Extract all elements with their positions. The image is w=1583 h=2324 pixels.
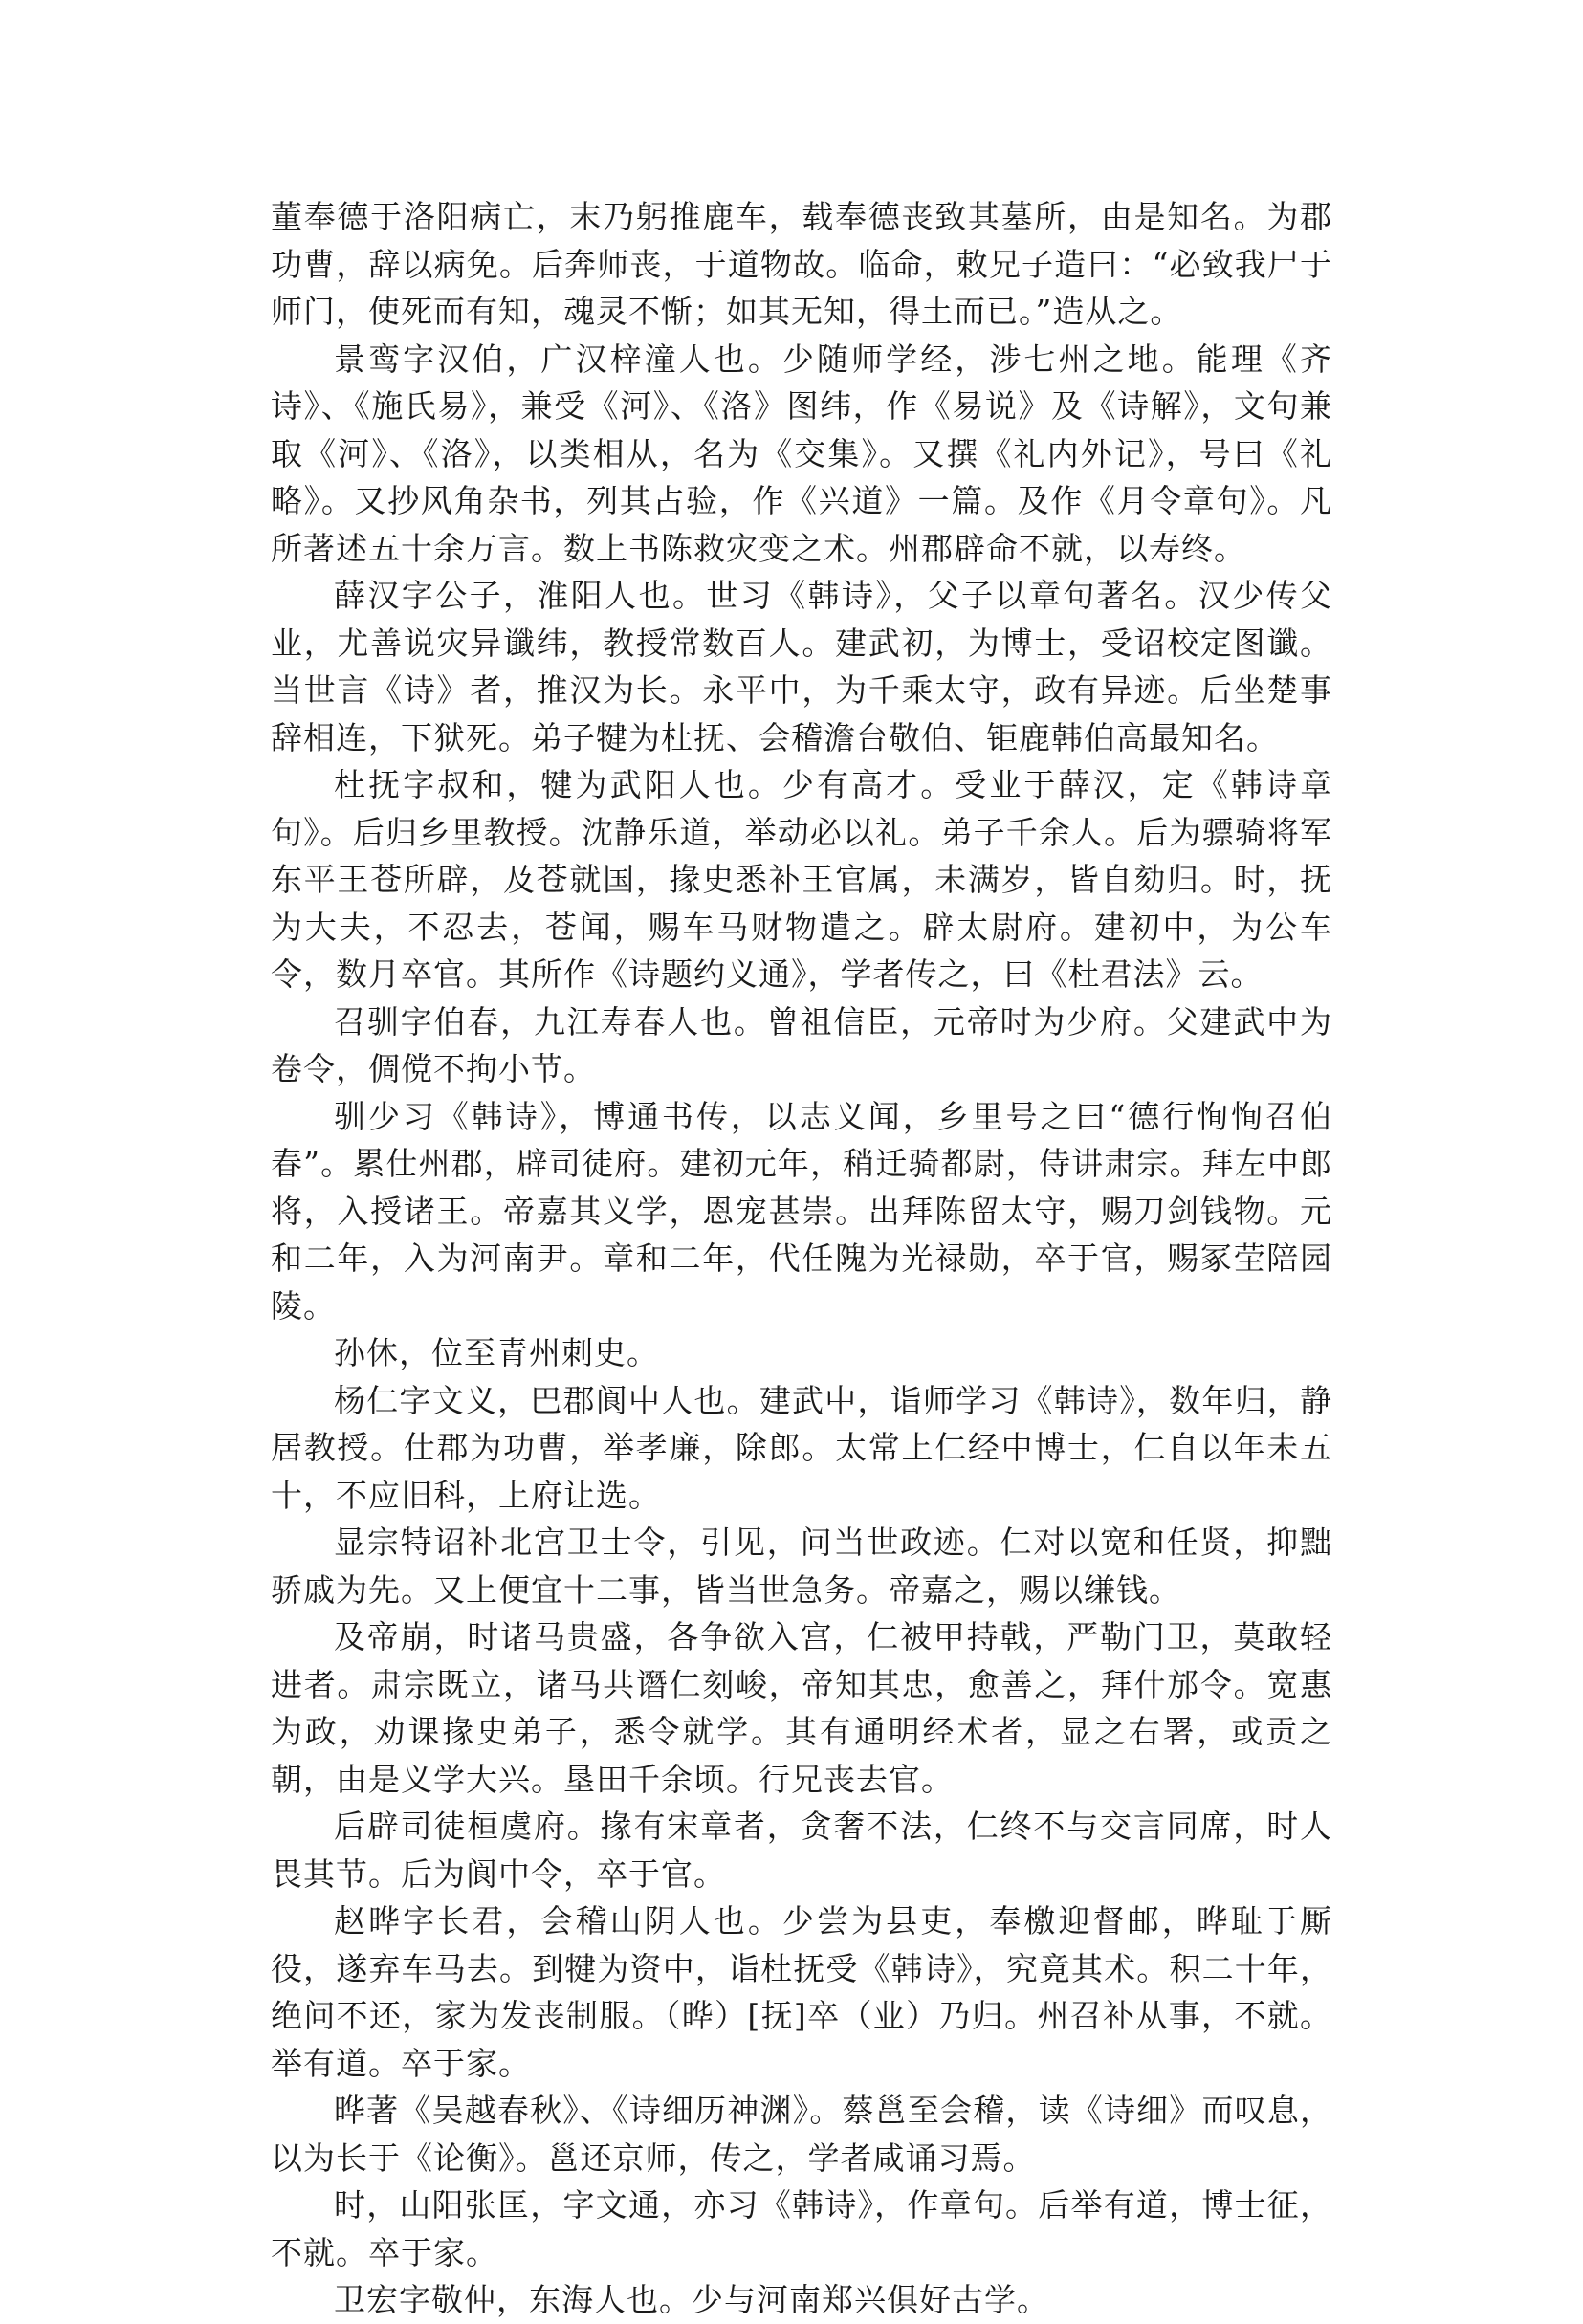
paragraph-jing-luan: 景鸾字汉伯，广汉梓潼人也。少随师学经，涉七州之地。能理《齐诗》、《施氏易》，兼受《河》、《洛》图纬，作《易说》及《诗解》，文句兼取《河》、《洛》，以类相从，名为《交集》。又撰《礼内外记》，号曰《礼略》。又抄风角杂书，列其占验，作《兴道》一篇。及作《月令章句》。凡所著述五十余万言。数上书陈救灾变之术。州郡辟命不就，以寿终。 [271, 340, 1332, 567]
paragraph-zhao-xun-intro: 召驯字伯春，九江寿春人也。曾祖信臣，元帝时为少府。父建武中为卷令，倜傥不拘小节。 [271, 1002, 1332, 1087]
paragraph-du-fu: 杜抚字叔和，犍为武阳人也。少有高才。受业于薛汉，定《韩诗章句》。后归乡里教授。沈静乐道，举动必以礼。弟子千余人。后为骠骑将军东平王苍所辟，及苍就国，掾史悉补王官属，未满岁，皆自劾归。时，抚为大夫，不忍去，苍闻，赐车马财物遣之。辟太尉府。建初中，为公车令，数月卒官。其所作《诗题约义通》，学者传之，曰《杜君法》云。 [271, 766, 1332, 993]
paragraph-yang-ren-emperor-death: 及帝崩，时诸马贵盛，各争欲入宫，仁被甲持戟，严勒门卫，莫敢轻进者。肃宗既立，诸马共谮仁刻峻，帝知其忠，愈善之，拜什邡令。宽惠为政，劝课掾史弟子，悉令就学。其有通明经术者，显之右署，或贡之朝，由是义学大兴。垦田千余顷。行兄丧去官。 [271, 1618, 1332, 1798]
paragraph-sun-xiu: 孙休，位至青州刺史。 [334, 1334, 659, 1371]
paragraph-dong-fengde: 董奉德于洛阳病亡，末乃躬推鹿车，载奉德丧致其墓所，由是知名。为郡功曹，辞以病免。后奔师丧，于道物故。临命，敕兄子造曰：“必致我尸于师门，使死而有知，魂灵不惭；如其无知，得土而已。”造从之。 [271, 198, 1332, 330]
paragraph-wei-hong: 卫宏字敬仲，东海人也。少与河南郑兴俱好古学。 [334, 2281, 1049, 2318]
paragraph-zhao-ye: 赵晔字长君，会稽山阴人也。少尝为县吏，奉檄迎督邮，晔耻于厮役，遂弃车马去。到犍为资中，诣杜抚受《韩诗》，究竟其术。积二十年，绝问不还，家为发丧制服。（晔）[抚]卒（业）乃归。州召补从事，不就。举有道。卒于家。 [271, 1902, 1332, 2082]
document-body [271, 193, 1332, 2324]
paragraph-yang-ren-intro: 杨仁字文义，巴郡阆中人也。建武中，诣师学习《韩诗》，数年归，静居教授。仕郡为功曹，举孝廉，除郎。太常上仁经中博士，仁自以年未五十，不应旧科，上府让选。 [271, 1381, 1332, 1514]
paragraph-xue-han: 薛汉字公子，淮阳人也。世习《韩诗》，父子以章句著名。汉少传父业，尤善说灾异谶纬，教授常数百人。建武初，为博士，受诏校定图谶。当世言《诗》者，推汉为长。永平中，为千乘太守，政有异迹。后坐楚事辞相连，下狱死。弟子犍为杜抚、会稽澹台敬伯、钜鹿韩伯高最知名。 [271, 577, 1332, 756]
paragraph-zhao-xun-career: 驯少习《韩诗》，博通书传，以志义闻，乡里号之曰“德行恂恂召伯春”。累仕州郡，辟司徒府。建初元年，稍迁骑都尉，侍讲肃宗。拜左中郎将，入授诸王。帝嘉其义学，恩宠甚崇。出拜陈留太守，赐刀剑钱物。元和二年，入为河南尹。章和二年，代任隗为光禄勋，卒于官，赐冢茔陪园陵。 [271, 1097, 1332, 1325]
paragraph-zhang-kuang: 时，山阳张匡，字文通，亦习《韩诗》，作章句。后举有道，博士征，不就。卒于家。 [271, 2186, 1332, 2271]
paragraph-yang-ren-later: 后辟司徒桓虞府。掾有宋章者，贪奢不法，仁终不与交言同席，时人畏其节。后为阆中令，卒于官。 [271, 1808, 1332, 1893]
paragraph-yang-ren-xianzong: 显宗特诏补北宫卫士令，引见，问当世政迹。仁对以宽和任贤，抑黜骄戚为先。又上便宜十二事，皆当世急务。帝嘉之，赐以缣钱。 [271, 1524, 1332, 1609]
paragraph-zhao-ye-works: 晔著《吴越春秋》、《诗细历神渊》。蔡邕至会稽，读《诗细》而叹息，以为长于《论衡》。邕还京师，传之，学者咸诵习焉。 [271, 2092, 1332, 2177]
